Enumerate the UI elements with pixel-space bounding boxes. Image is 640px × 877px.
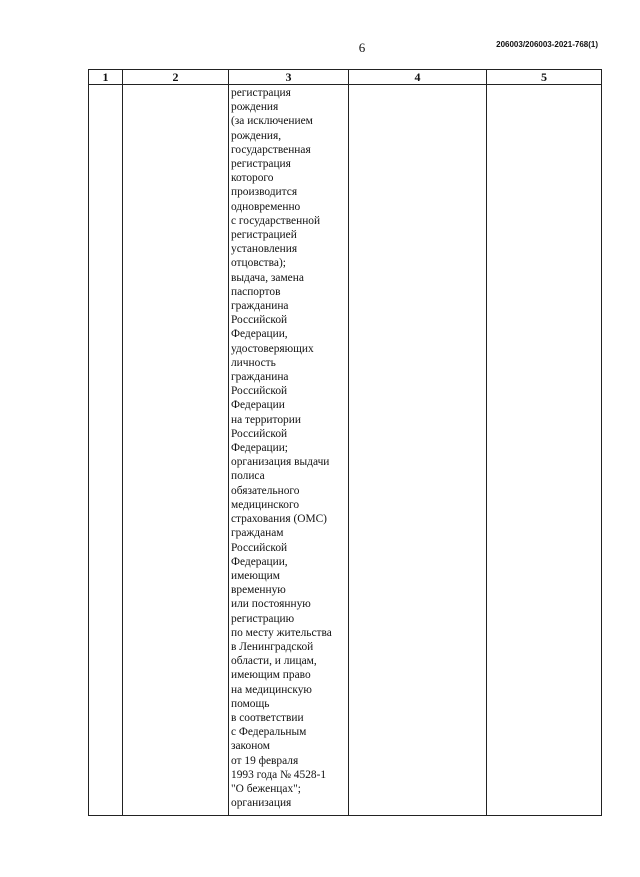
cell-text-line: Федерации — [231, 399, 285, 412]
cell-text-line: по месту жительства — [231, 626, 332, 639]
cell-text-line: Российской — [231, 541, 288, 554]
cell-text-line: Российской — [231, 314, 288, 327]
cell-text-line: медицинского — [231, 498, 300, 511]
cell-text-line: организация — [231, 797, 292, 810]
cell-text-line: имеющим — [231, 569, 280, 582]
document-table — [88, 69, 602, 816]
column-header-5: 5 — [487, 70, 602, 85]
cell-text-line: имеющим право — [231, 669, 311, 682]
column-header-3: 3 — [229, 70, 349, 85]
cell-text-line: Российской — [231, 385, 288, 398]
cell-text-line: удостоверяющих — [231, 342, 314, 355]
cell-text-line: Федерации; — [231, 442, 288, 455]
cell-text-line: в соответствии — [231, 711, 304, 724]
cell-text-line: организация выдачи — [231, 456, 330, 469]
cell-text-line: полиса — [231, 470, 265, 483]
table-header-row — [89, 70, 602, 85]
cell-text-line: регистрация — [231, 158, 291, 171]
cell-text-line: Федерации, — [231, 555, 288, 568]
cell-text-line: законом — [231, 740, 270, 753]
page-number: 6 — [358, 40, 366, 55]
cell-text-line: рождения — [231, 101, 279, 114]
cell-text-line: государственная — [231, 143, 311, 156]
cell-text-line: временную — [231, 584, 286, 597]
cell-text-line: которого — [231, 172, 274, 185]
column-header-2: 2 — [123, 70, 229, 85]
cell-col-4 — [349, 85, 487, 816]
cell-text-line: Российской — [231, 427, 288, 440]
cell-text-line: с Федеральным — [231, 726, 307, 739]
cell-text-line: обязательного — [231, 484, 300, 497]
cell-text-line: личность — [231, 356, 276, 369]
cell-col-1 — [89, 85, 123, 816]
cell-text-line: рождения, — [231, 129, 282, 142]
cell-col-3 — [229, 85, 349, 816]
cell-text-line: регистрацию — [231, 612, 295, 625]
cell-text-line: установления — [231, 243, 298, 256]
cell-text-line: регистрацией — [231, 229, 297, 242]
cell-text-line: от 19 февраля — [231, 754, 299, 767]
cell-text-line: паспортов — [231, 285, 281, 298]
cell-text-line: (за исключением — [231, 115, 313, 128]
cell-text-line: производится — [231, 186, 298, 199]
cell-text-line: отцовства); — [231, 257, 286, 270]
cell-text-line: гражданам — [231, 527, 284, 540]
cell-text-line: регистрация — [231, 87, 291, 99]
cell-text-line: области, и лицам, — [231, 655, 317, 668]
cell-text-line: помощь — [231, 697, 270, 710]
column-header-4: 4 — [349, 70, 487, 85]
cell-text-line: гражданина — [231, 371, 289, 384]
cell-col-2 — [123, 85, 229, 816]
cell-text-line: на медицинскую — [231, 683, 312, 696]
document-id: 206003/206003-2021-768(1) — [496, 40, 598, 49]
table-row — [89, 85, 602, 816]
cell-text-line: гражданина — [231, 300, 289, 313]
cell-text-line: выдача, замена — [231, 271, 304, 284]
cell-text-line: Федерации, — [231, 328, 288, 341]
cell-text-line: одновременно — [231, 200, 301, 213]
cell-text-line: 1993 года № 4528-1 — [231, 768, 327, 781]
column-header-1: 1 — [89, 70, 123, 85]
cell-text-line: на территории — [231, 413, 301, 426]
cell-text-line: "О беженцах"; — [231, 782, 301, 795]
cell-text-line: страхования (ОМС) — [231, 513, 327, 526]
cell-text-line: или постоянную — [231, 598, 311, 611]
cell-text-line: в Ленинградской — [231, 640, 314, 653]
cell-col-5 — [487, 85, 602, 816]
cell-text-line: с государственной — [231, 214, 321, 227]
